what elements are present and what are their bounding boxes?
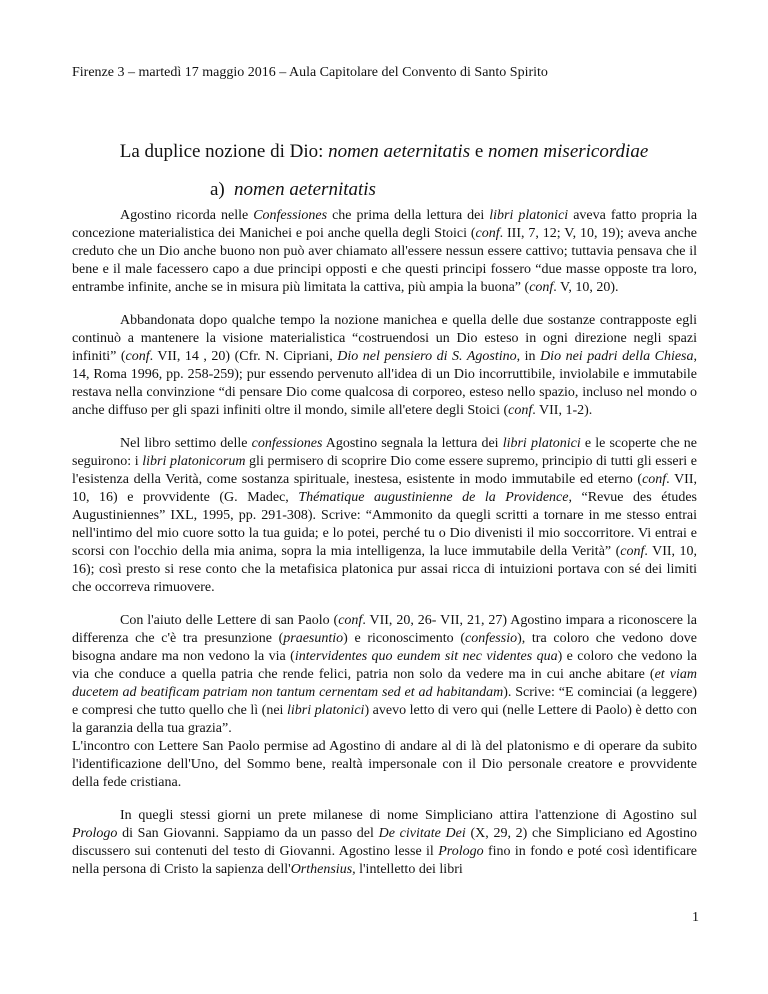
italic-text-run: conf: [508, 403, 533, 418]
italic-text-run: libri platonici: [502, 436, 581, 451]
italic-text-run: libri platonici: [286, 703, 365, 718]
text-run: . VII, 10, 16) e provvidente (G. Madec,: [72, 472, 698, 505]
italic-text-run: conf: [475, 226, 500, 241]
paragraph: [72, 207, 697, 297]
body-text: [72, 207, 697, 879]
text-run: ) e riconoscimento (: [343, 631, 465, 646]
italic-text-run: Thématique augustinienne de la Providence: [298, 490, 569, 505]
text-run: Agostino ricorda nelle: [120, 208, 254, 223]
text-run: di San Giovanni. Sappiamo da un passo del: [117, 826, 379, 841]
text-run: e le scoperte che ne seguirono: i: [72, 436, 697, 469]
text-run: L'incontro con Lettere San Paolo permise ad Agostino di andare al di là del platonismo e di operare da subito l'identificazione dell'Uno, del Sommo bene, realtà impersonale con il Dio personale creatore e provvidente della fede cristiana.: [72, 739, 697, 790]
text-run: . III, 7, 12; V, 10, 19); aveva anche creduto che un Dio anche buono non può aver chiamato all'essere nessun essere cattivo; tuttavia pensava che il bene e il male facessero capo a due principi opposti e che questi principi fossero “due masse opposte tra loro, entrambe infinite, anche se in misura più limitata la cattiva, più ampia la buona” (: [72, 226, 697, 295]
paragraph: [72, 738, 697, 792]
italic-text-run: conf: [125, 349, 150, 364]
italic-text-run: Confessiones: [253, 208, 328, 223]
italic-text-run: conf: [529, 280, 554, 295]
text-run: In quegli stessi giorni un prete milanese di nome Simpliciano attira l'attenzione di Agostino sul: [120, 808, 697, 823]
text-run: ) e coloro che vedono la via che conduce a quella patria che rende felici, patria non solo da vedere ma in cui anche abitare (: [72, 649, 698, 682]
text-run: che prima della lettura dei: [327, 208, 490, 223]
text-run: , “Revue des études Augustiniennes” IXL, 1995, pp. 291-308). Scrive: “Ammonito da quegli scritti a tornare in me stesso entrai nell'intimo del mio cuore sotto la tua guida; e lo potei, perché tu o Dio divenisti il mio soccorritore. Vi entrai e scorsi con l'occhio della mia anima, sopra la mia intelligenza, la luce immutabile della Verità” (: [72, 490, 698, 559]
section-label: nomen aeternitatis: [234, 179, 376, 200]
page-title: [0, 140, 768, 164]
document-header: Firenze 3 – martedì 17 maggio 2016 – Aula Capitolare del Convento di Santo Spirito: [72, 65, 548, 80]
title-prefix: La duplice nozione di Dio:: [119, 141, 329, 162]
text-run: ). Scrive: “E cominciai (a leggere) e compresi che tutto quello che lì (nei: [72, 685, 698, 718]
text-run: . VII, 10, 16); così presto si rese conto che la metafisica platonica pur assai ricca di intuizioni portava con sé dei limiti che occorreva rimuovere.: [72, 544, 697, 595]
italic-text-run: conf: [642, 472, 667, 487]
section-marker: a): [210, 179, 225, 200]
paragraph: [72, 312, 697, 420]
italic-text-run: De civitate Dei: [378, 826, 466, 841]
text-run: Con l'aiuto delle Lettere di san Paolo (: [120, 613, 339, 628]
italic-text-run: praesuntio: [283, 631, 344, 646]
title-term-aeternitatis: nomen aeternitatis: [328, 141, 471, 162]
paragraph: [72, 807, 697, 879]
text-run: ) avevo letto di vero qui (nelle Lettere di Paolo) è detto con la garanzia della tua grazia”.: [72, 703, 698, 736]
italic-text-run: libri platonicorum: [142, 454, 246, 469]
title-conjunction: e: [470, 141, 489, 162]
text-run: Abbandonata dopo qualche tempo la nozione manichea e quella delle due sostanze contrapposte egli continuò a mantenere la visione materialistica “costruendosi un Dio esteso in ogni direzione negli spazi infiniti” (: [72, 313, 697, 364]
italic-text-run: Orthensius,: [290, 862, 356, 877]
text-run: (X, 29, 2) che Simpliciano ed Agostino discussero sui contenuti del testo di Giovanni. Agostino lesse il: [72, 826, 697, 859]
page-number: 1: [692, 910, 699, 925]
text-run: . VII, 1-2).: [532, 403, 593, 418]
text-run: Agostino segnala la lettura dei: [322, 436, 503, 451]
text-run: . VII, 20, 26- VII, 21, 27) Agostino impara a riconoscere la differenza che c'è tra presunzione (: [72, 613, 697, 646]
italic-text-run: Prologo: [72, 826, 118, 841]
italic-text-run: conf: [620, 544, 645, 559]
italic-text-run: Dio nei padri della Chiesa: [540, 349, 694, 364]
text-run: fino in fondo e poté così identificare nella persona di Cristo la sapienza dell': [72, 844, 698, 877]
text-run: , 14, Roma 1996, pp. 258-259); pur essendo pervenuto all'idea di un Dio incorruttibile, inviolabile e immutabile restava nella convinzione “di pensare Dio come qualcosa di corporeo, esteso nello spazio, incluso nel mondo o anche diffuso per gli spazi infiniti oltre il mondo, simile all'etere degli Stoici (: [72, 349, 697, 418]
text-run: l'intelletto dei libri: [355, 862, 463, 877]
text-run: gli permisero di scoprire Dio come essere supremo, principio di tutti gli esseri e l'esistenza della Verità, come sostanza spirituale, inestesa, esistente in modo immutabile ed eterno (: [72, 454, 697, 487]
paragraph: [72, 435, 697, 597]
italic-text-run: et viam ducetem ad beatificam patriam non tantum cernentam sed et ad habitandam: [72, 667, 697, 700]
paragraph: [72, 612, 697, 738]
text-run: . VII, 14 , 20) (Cfr. N. Cipriani,: [149, 349, 338, 364]
italic-text-run: confessiones: [251, 436, 323, 451]
italic-text-run: libri platonici: [489, 208, 569, 223]
text-run: aveva fatto propria la concezione materialistica dei Manichei e poi anche quella degli Stoici (: [72, 208, 698, 241]
italic-text-run: Prologo: [438, 844, 484, 859]
text-run: , in: [516, 349, 541, 364]
text-run: Nel libro settimo delle: [120, 436, 252, 451]
section-heading: [210, 178, 376, 202]
text-run: ), tra coloro che vedono dove bisogna andare ma non vedono la via (: [72, 631, 697, 664]
italic-text-run: Dio nel pensiero di S. Agostino: [337, 349, 517, 364]
text-run: . V, 10, 20).: [553, 280, 619, 295]
italic-text-run: conf: [338, 613, 363, 628]
italic-text-run: intervidentes quo eundem sit nec videntes qua: [294, 649, 558, 664]
title-term-misericordiae: nomen misericordiae: [488, 141, 649, 162]
italic-text-run: confessio: [464, 631, 518, 646]
